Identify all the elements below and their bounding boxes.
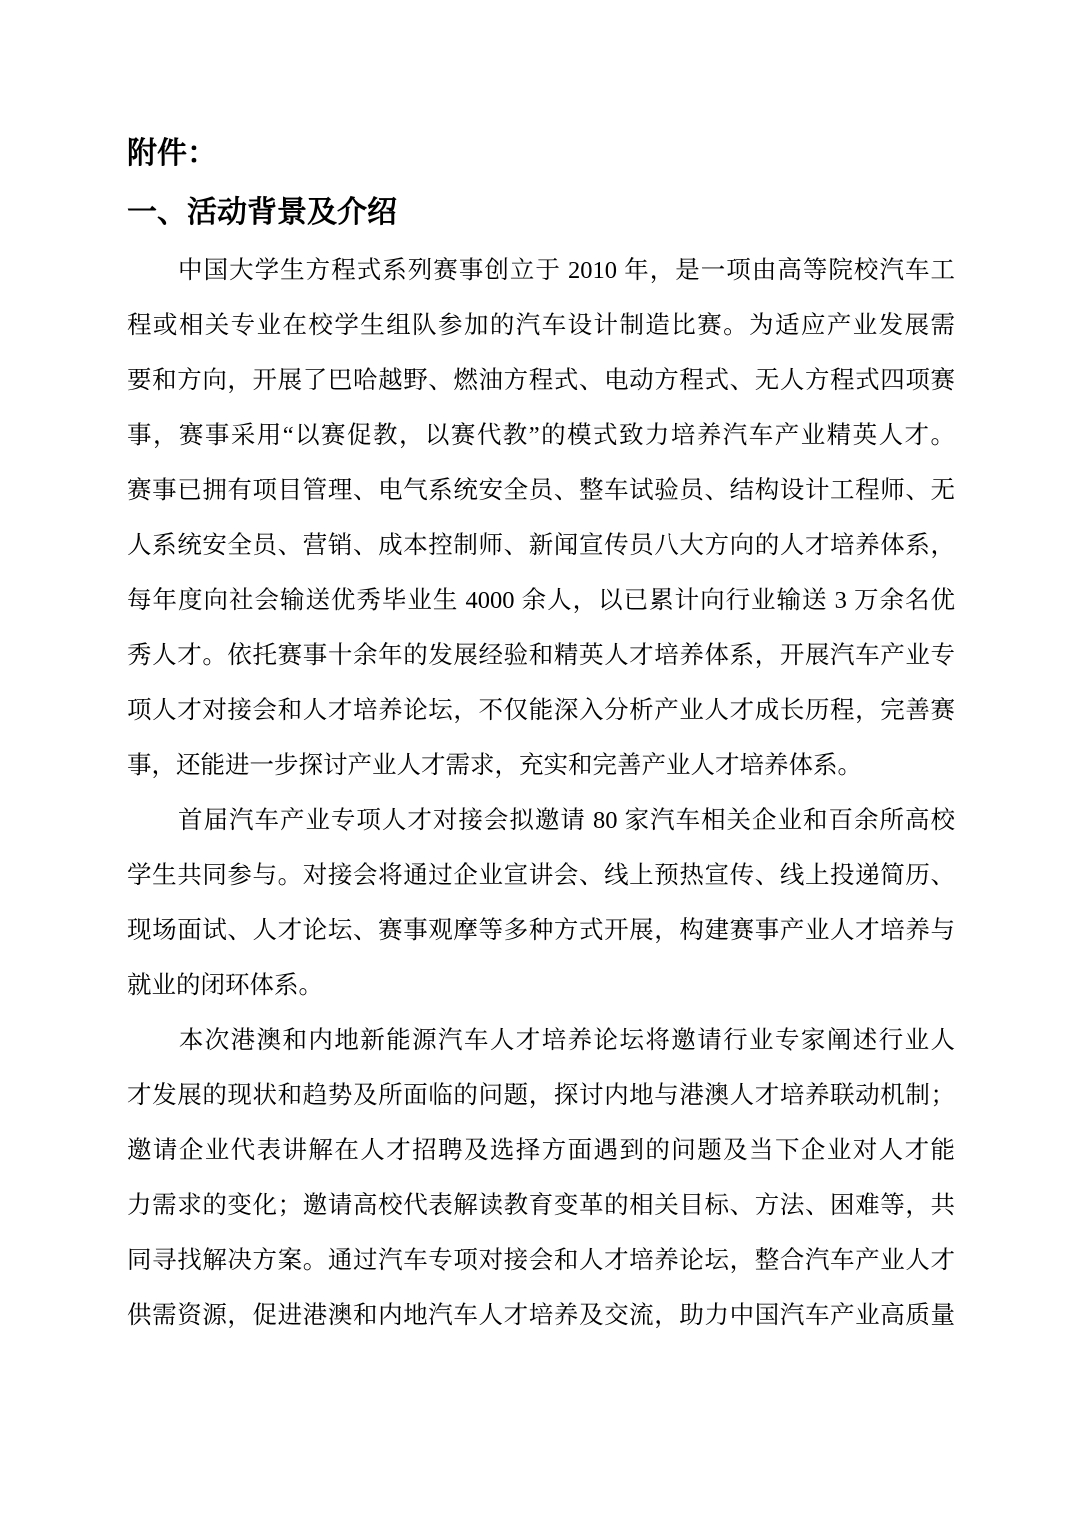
text-line: 首届汽车产业专项人才对接会拟邀请 80 家汽车相关企业和百余所高校	[127, 807, 955, 834]
text-line: 本次港澳和内地新能源汽车人才培养论坛将邀请行业专家阐述行业人	[127, 1027, 955, 1054]
attachment-label: 附件：	[127, 137, 217, 170]
text-line: 邀请企业代表讲解在人才招聘及选择方面遇到的问题及当下企业对人才能	[127, 1137, 955, 1164]
text-line: 项人才对接会和人才培养论坛，不仅能深入分析产业人才成长历程，完善赛	[127, 697, 955, 724]
text-line: 学生共同参与。对接会将通过企业宣讲会、线上预热宣传、线上投递简历、	[127, 862, 955, 889]
text-line: 现场面试、人才论坛、赛事观摩等多种方式开展，构建赛事产业人才培养与	[127, 917, 955, 944]
text-line: 就业的闭环体系。	[127, 972, 323, 999]
text-line: 中国大学生方程式系列赛事创立于 2010 年，是一项由高等院校汽车工	[127, 257, 955, 284]
text-line: 每年度向社会输送优秀毕业生 4000 余人，以已累计向行业输送 3 万余名优	[127, 587, 955, 614]
document-body	[127, 243, 955, 1343]
text-line: 程或相关专业在校学生组队参加的汽车设计制造比赛。为适应产业发展需	[127, 312, 955, 339]
text-line: 要和方向，开展了巴哈越野、燃油方程式、电动方程式、无人方程式四项赛	[127, 367, 955, 394]
section-heading: 一、活动背景及介绍	[127, 196, 397, 229]
text-line: 事，赛事采用“以赛促教，以赛代教”的模式致力培养汽车产业精英人才。	[127, 422, 955, 449]
text-line: 秀人才。依托赛事十余年的发展经验和精英人才培养体系，开展汽车产业专	[127, 642, 955, 669]
text-line: 事，还能进一步探讨产业人才需求，充实和完善产业人才培养体系。	[127, 752, 862, 779]
text-line: 力需求的变化；邀请高校代表解读教育变革的相关目标、方法、困难等，共	[127, 1192, 955, 1219]
text-line: 赛事已拥有项目管理、电气系统安全员、整车试验员、结构设计工程师、无	[127, 477, 955, 504]
text-line: 才发展的现状和趋势及所面临的问题，探讨内地与港澳人才培养联动机制；	[127, 1082, 955, 1109]
text-line: 同寻找解决方案。通过汽车专项对接会和人才培养论坛，整合汽车产业人才	[127, 1247, 955, 1274]
text-line: 供需资源，促进港澳和内地汽车人才培养及交流，助力中国汽车产业高质量	[127, 1302, 955, 1329]
text-line: 人系统安全员、营销、成本控制师、新闻宣传员八大方向的人才培养体系，	[127, 532, 955, 559]
